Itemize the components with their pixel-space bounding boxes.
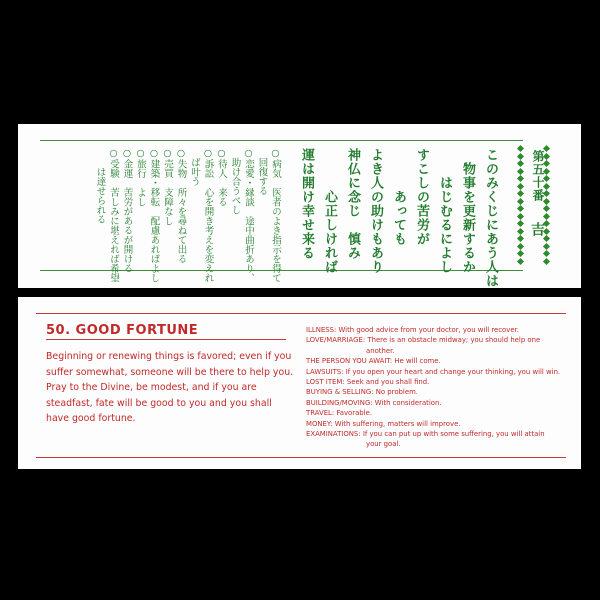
diamond-ornament xyxy=(517,220,524,227)
poem-line: このみくじにあう人は xyxy=(483,148,498,288)
diamond-ornament xyxy=(543,242,550,249)
poem-line: よき人の助けもあり xyxy=(368,148,383,274)
category-key: ILLNESS: xyxy=(306,326,337,334)
category-value: With suffering, matters will improve. xyxy=(332,419,461,428)
note-line: 回復する xyxy=(256,148,268,196)
diamond-ornament xyxy=(517,167,524,174)
fortune-category-item xyxy=(306,325,574,335)
english-fortune-slip xyxy=(18,297,581,469)
category-value: No problem. xyxy=(373,388,418,397)
fortune-category-item xyxy=(306,398,574,408)
note-line: ○旅行 よし xyxy=(135,148,146,207)
japanese-fortune-slip xyxy=(18,124,581,288)
diamond-ornament xyxy=(543,205,550,212)
fortune-category-item xyxy=(306,335,574,356)
poem-line: 心正しければ xyxy=(322,148,337,274)
fortune-category-item xyxy=(306,387,574,397)
category-key: LAWSUITS: xyxy=(306,367,344,376)
fortune-number: 第五十番 xyxy=(531,150,545,202)
category-key: BUILDING/MOVING: xyxy=(306,398,373,407)
category-key: BUYING & SELLING: xyxy=(306,388,374,397)
category-value: With consideration. xyxy=(372,398,442,407)
top-border-line xyxy=(36,313,566,314)
category-value: He will come. xyxy=(392,357,441,366)
note-line: ○建築・移転 配慮あればよし xyxy=(148,148,160,283)
diamond-ornament xyxy=(543,235,550,242)
category-key: MONEY: xyxy=(306,419,333,428)
category-key: THE PERSON YOU AWAIT: xyxy=(306,357,393,366)
note-line: ○恋愛・縁談 途中曲折あり、 xyxy=(243,148,254,283)
category-key: LOST ITEM: xyxy=(306,378,345,387)
poem-line: 運は開け幸せ来る xyxy=(299,148,314,260)
diamond-ornament xyxy=(517,182,524,189)
fortune-category-item xyxy=(306,429,574,450)
poem-line: 神仏に念じ 慎み xyxy=(345,148,360,260)
diamond-ornament xyxy=(517,235,524,242)
category-value: If you open your heart and change your thinking, you will win. xyxy=(343,367,561,376)
note-line: ○失物 所々を尋ねて出る xyxy=(175,148,187,264)
note-line: ○受験 苦しみに堪えれば希望 xyxy=(108,148,119,283)
diamond-ornament xyxy=(517,160,524,167)
fortune-category-item xyxy=(306,419,574,429)
category-value: If you can put up with some suffering, you will attain xyxy=(360,430,545,439)
poem-line: はじむるによし xyxy=(437,148,452,274)
top-border-line xyxy=(40,140,523,141)
fortune-title: 50. GOOD FORTUNE xyxy=(46,323,199,338)
poem-line: すこしの苦労が xyxy=(414,148,429,246)
category-value: With good advice from your doctor, you will recover. xyxy=(336,326,519,334)
note-line: ○病気 医者のよき指示を得て xyxy=(270,148,281,283)
diamond-ornament xyxy=(517,197,524,204)
diamond-ornament xyxy=(517,250,524,257)
fortune-description: Beginning or renewing things is favored; even if you suffer somewhat, someone will be there to help you. Pray to the Divine, be modest, and if you are steadfast, fate will be good to you and you shall have good fortune. xyxy=(46,351,294,425)
category-value-continued: your goal. xyxy=(366,440,401,449)
category-key: TRAVEL: xyxy=(306,409,335,418)
fortune-category-item xyxy=(306,408,574,418)
diamond-ornament xyxy=(517,190,524,197)
note-line: 助け合うべし xyxy=(229,148,241,215)
diamond-ornament xyxy=(543,250,550,257)
category-value-continued: another. xyxy=(366,346,395,355)
note-line: ば叶う xyxy=(189,148,200,186)
diamond-ornament xyxy=(517,145,524,152)
poem-line: あっても xyxy=(391,148,406,246)
diamond-ornament xyxy=(517,152,524,159)
diamond-ornament xyxy=(543,212,550,219)
category-key: LOVE/MARRIAGE: xyxy=(306,336,366,345)
fortune-categories xyxy=(306,325,574,450)
diamond-ornament xyxy=(543,257,550,264)
category-key: EXAMINATIONS: xyxy=(306,430,361,439)
fortune-category-item xyxy=(306,377,574,387)
diamond-ornament xyxy=(517,227,524,234)
bottom-border-line xyxy=(36,457,566,458)
note-line: ○金運 苦労があるが開ける xyxy=(121,148,133,273)
fortune-rank: 吉 xyxy=(529,222,545,236)
note-line: ○待人 来る xyxy=(216,148,227,207)
fortune-category-item xyxy=(306,367,574,377)
diamond-ornament xyxy=(517,212,524,219)
title-divider-line xyxy=(46,339,286,340)
diamond-ornament xyxy=(517,242,524,249)
fortune-category-item xyxy=(306,356,574,366)
note-line: は達せられる xyxy=(94,148,106,224)
category-value: Seek and you shall find. xyxy=(344,378,430,387)
poem-line: 物事を更新するか xyxy=(460,148,475,274)
category-value: There is an obstacle midway; you should help one xyxy=(365,336,541,345)
diamond-ornament xyxy=(517,205,524,212)
note-line: ○売買 支障なし xyxy=(162,148,173,226)
category-value: Favorable. xyxy=(334,409,373,418)
diamond-ornament xyxy=(517,175,524,182)
note-line: ○訴訟 心を開き考えを変えれ xyxy=(202,148,214,283)
diamond-ornament xyxy=(517,257,524,264)
